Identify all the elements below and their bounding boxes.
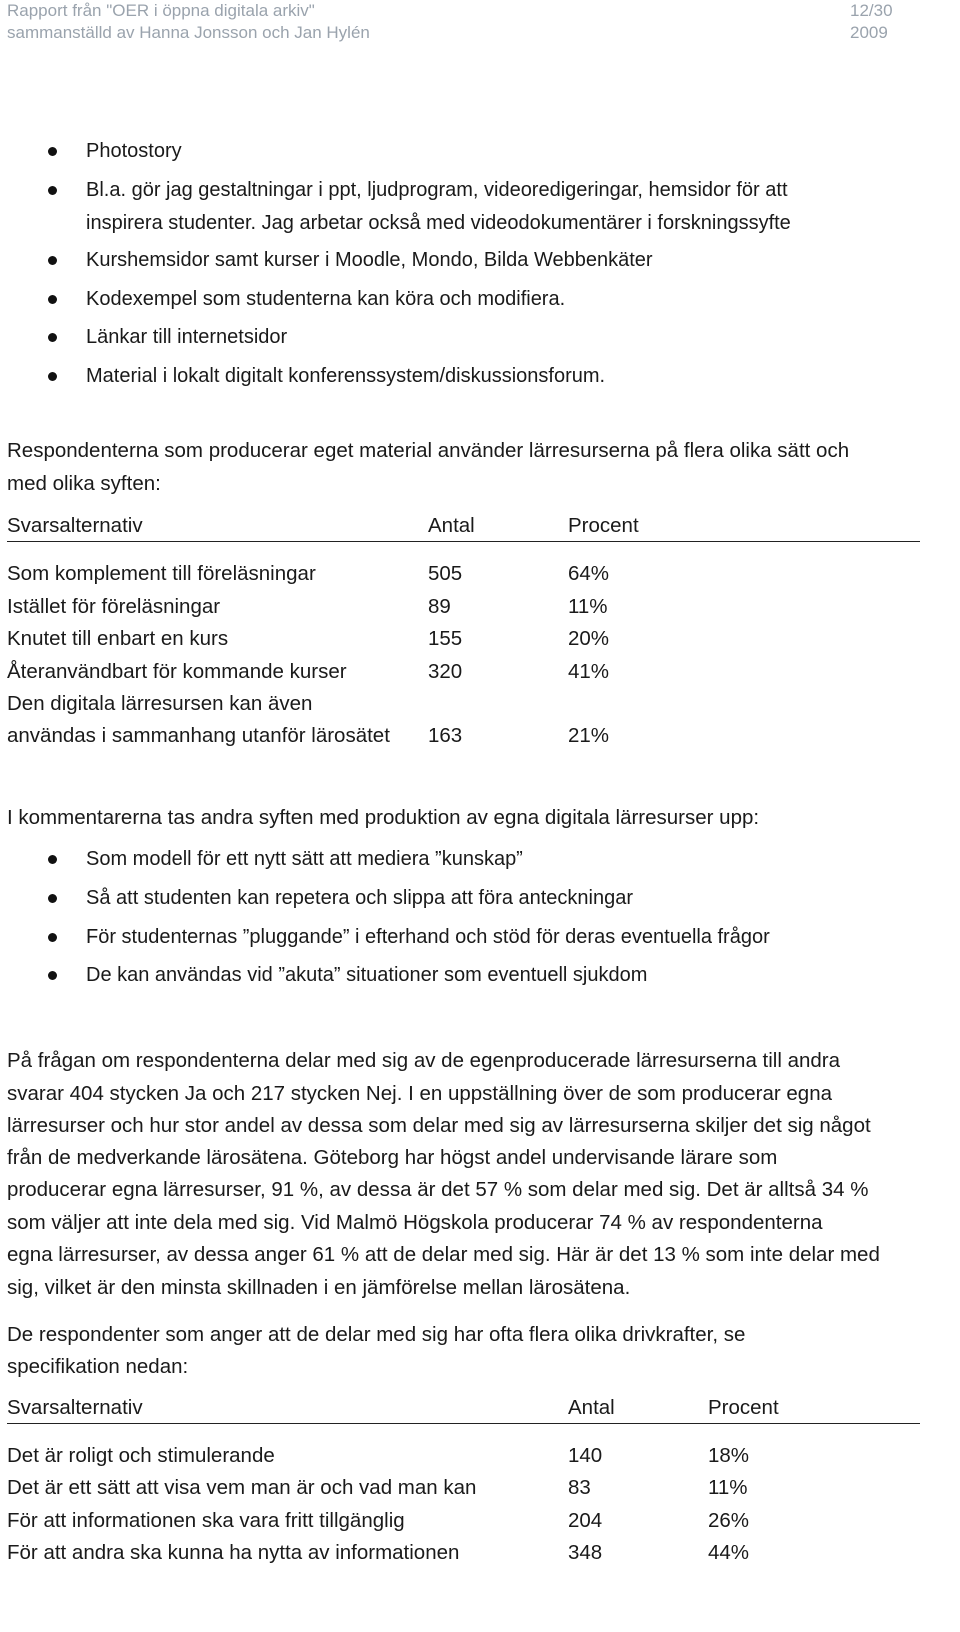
bullet-icon bbox=[48, 971, 57, 980]
cell-count: 83 bbox=[568, 1476, 591, 1499]
cell-option: Återanvändbart för kommande kurser bbox=[7, 660, 347, 683]
paragraph-line: från de medverkande lärosätena. Göteborg har högst andel undervisande lärare som bbox=[7, 1146, 778, 1169]
list-item: Material i lokalt digitalt konferenssystem/diskussionsforum. bbox=[86, 365, 606, 387]
column-header-option: Svarsalternativ bbox=[7, 1396, 143, 1419]
cell-count: 348 bbox=[568, 1541, 603, 1564]
list-item: Kodexempel som studenterna kan köra och modifiera. bbox=[86, 288, 566, 310]
paragraph-line: De respondenter som anger att de delar med sig har ofta flera olika drivkrafter, se bbox=[7, 1323, 746, 1346]
header-page-number: 12/30 bbox=[850, 1, 893, 20]
cell-percent: 18% bbox=[708, 1444, 750, 1467]
cell-option: Det är roligt och stimulerande bbox=[7, 1444, 275, 1467]
cell-option: Den digitala lärresursen kan även bbox=[7, 692, 313, 715]
column-header-count: Antal bbox=[428, 514, 475, 537]
paragraph-line: egna lärresurser, av dessa anger 61 % att de delar med sig. Här är det 13 % som inte delar med bbox=[7, 1243, 880, 1266]
cell-count: 320 bbox=[428, 660, 463, 683]
column-header-option: Svarsalternativ bbox=[7, 514, 143, 537]
cell-percent: 26% bbox=[708, 1509, 750, 1532]
bullet-icon bbox=[48, 894, 57, 903]
column-header-percent: Procent bbox=[568, 514, 639, 537]
list-item: Så att studenten kan repetera och slippa att föra anteckningar bbox=[86, 887, 634, 909]
bullet-icon bbox=[48, 333, 57, 342]
list-item: De kan användas vid ”akuta” situationer som eventuell sjukdom bbox=[86, 964, 648, 986]
cell-option: Som komplement till föreläsningar bbox=[7, 562, 316, 585]
bullet-icon bbox=[48, 256, 57, 265]
list-item: Länkar till internetsidor bbox=[86, 326, 288, 348]
header-authors: sammanställd av Hanna Jonsson och Jan Hylén bbox=[7, 23, 370, 42]
paragraph-line: specifikation nedan: bbox=[7, 1355, 189, 1378]
cell-percent: 44% bbox=[708, 1541, 750, 1564]
bullet-icon bbox=[48, 147, 57, 156]
cell-option: Knutet till enbart en kurs bbox=[7, 627, 229, 650]
list-item: Som modell för ett nytt sätt att mediera ”kunskap” bbox=[86, 848, 523, 870]
cell-option: Istället för föreläsningar bbox=[7, 595, 221, 618]
table-header-rule bbox=[7, 541, 920, 542]
cell-percent: 21% bbox=[568, 724, 610, 747]
paragraph-line: producerar egna lärresurser, 91 %, av dessa är det 57 % som delar med sig. Det är alltså 34 % bbox=[7, 1178, 869, 1201]
bullet-icon bbox=[48, 186, 57, 195]
bullet-icon bbox=[48, 372, 57, 381]
cell-count: 505 bbox=[428, 562, 463, 585]
list-item: Kurshemsidor samt kurser i Moodle, Mondo, Bilda Webbenkäter bbox=[86, 249, 653, 271]
bullet-icon bbox=[48, 855, 57, 864]
cell-option: För att andra ska kunna ha nytta av informationen bbox=[7, 1541, 460, 1564]
cell-count: 204 bbox=[568, 1509, 603, 1532]
cell-option: För att informationen ska vara fritt tillgänglig bbox=[7, 1509, 405, 1532]
cell-percent: 11% bbox=[568, 595, 608, 618]
list-item: Bl.a. gör jag gestaltningar i ppt, ljudprogram, videoredigeringar, hemsidor för att bbox=[86, 179, 788, 201]
paragraph-line: På frågan om respondenterna delar med sig av de egenproducerade lärresurserna till andra bbox=[7, 1049, 841, 1072]
paragraph-line: Respondenterna som producerar eget material använder lärresurserna på flera olika sätt och bbox=[7, 439, 850, 462]
paragraph-line: sig, vilket är den minsta skillnaden i en jämförelse mellan lärosätena. bbox=[7, 1276, 631, 1299]
cell-count: 163 bbox=[428, 724, 463, 747]
cell-option-continuation: användas i sammanhang utanför lärosätet bbox=[7, 724, 390, 747]
header-title: Rapport från "OER i öppna digitala arkiv" bbox=[7, 1, 315, 20]
list-item: Photostory bbox=[86, 140, 182, 162]
paragraph-line: med olika syften: bbox=[7, 472, 161, 495]
list-item: För studenternas ”pluggande” i efterhand och stöd för deras eventuella frågor bbox=[86, 926, 770, 948]
paragraph-comments-intro: I kommentarerna tas andra syften med produktion av egna digitala lärresurser upp: bbox=[7, 806, 760, 829]
table-header-rule bbox=[7, 1423, 920, 1424]
column-header-percent: Procent bbox=[708, 1396, 779, 1419]
paragraph-line: som väljer att inte dela med sig. Vid Malmö Högskola producerar 74 % av respondenterna bbox=[7, 1211, 823, 1234]
column-header-count: Antal bbox=[568, 1396, 615, 1419]
bullet-icon bbox=[48, 295, 57, 304]
header-year: 2009 bbox=[850, 23, 888, 42]
cell-percent: 41% bbox=[568, 660, 610, 683]
cell-count: 140 bbox=[568, 1444, 603, 1467]
bullet-icon bbox=[48, 933, 57, 942]
cell-percent: 20% bbox=[568, 627, 610, 650]
list-item-continuation: inspirera studenter. Jag arbetar också med videodokumentärer i forskningssyfte bbox=[86, 212, 791, 234]
cell-count: 89 bbox=[428, 595, 451, 618]
cell-percent: 11% bbox=[708, 1476, 748, 1499]
paragraph-line: lärresurser och hur stor andel av dessa som delar med sig av lärresurserna skiljer det sig något bbox=[7, 1114, 871, 1137]
cell-option: Det är ett sätt att visa vem man är och vad man kan bbox=[7, 1476, 477, 1499]
cell-count: 155 bbox=[428, 627, 463, 650]
paragraph-line: svarar 404 stycken Ja och 217 stycken Nej. I en uppställning över de som producerar egna bbox=[7, 1082, 833, 1105]
cell-percent: 64% bbox=[568, 562, 610, 585]
